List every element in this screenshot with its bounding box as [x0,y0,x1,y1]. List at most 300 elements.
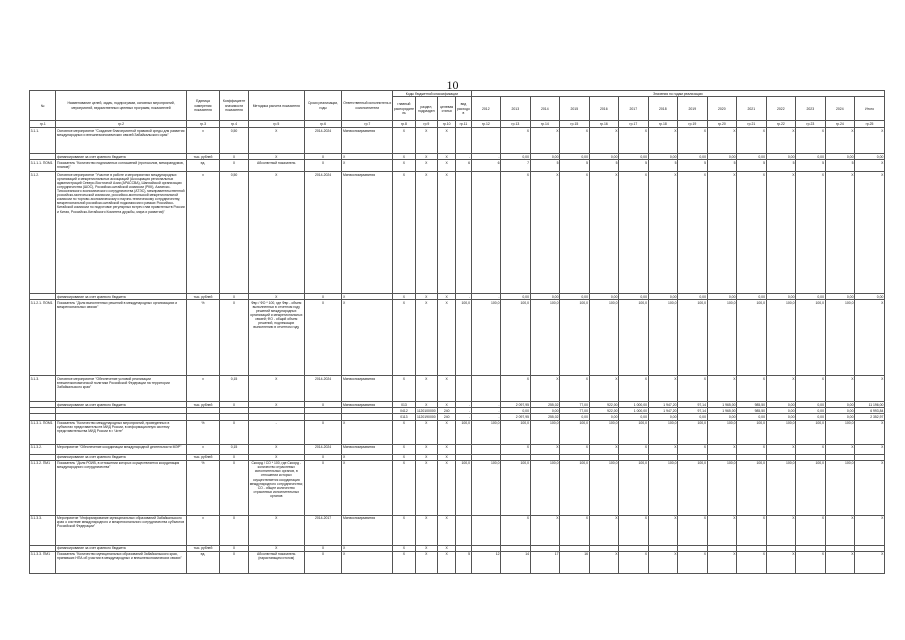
table-cell: тыс. рублей [186,402,220,408]
table-cell: 0,00 [530,154,560,160]
table-cell: - [456,154,471,160]
table-cell: 922,00 [589,402,619,408]
table-cell: 2 097,95 [501,402,531,408]
table-cell: 0,50 [220,172,248,294]
table-cell: Х [589,515,619,545]
table-cell: Х [248,172,304,294]
table-cell: 0412 [393,408,415,414]
table-cell: - [471,402,501,408]
table-cell: Х [415,420,437,444]
table-cell: Х [393,454,415,460]
table-row [30,172,885,294]
table-cell: Х [737,172,767,294]
table-cell: 77,00 [560,402,590,408]
table-cell: 100,0 [530,420,560,444]
table-cell: Х [501,172,531,294]
table-cell: Х [560,376,590,402]
column-number-row [30,121,885,128]
table-cell [456,444,471,454]
table-cell [471,172,501,294]
table-cell: 1120190000 [417,414,436,419]
row-name-cell: Основное мероприятие "Создание благоприятной правовой среды для развития международных и внешнеэкономических связей Забайкальского края" [56,128,186,154]
table-cell: Х [855,460,885,515]
header-year: 2018 [648,97,678,121]
row-number-cell: 3.1.3.3. ПМ1 [30,551,56,573]
header-year: 2019 [678,97,708,121]
header-name: Наименование целей, задач, подпрограмм, основных мероприятий, мероприятий, ведомственных целевых программ, показателей [56,91,186,121]
table-cell: 100,0 [707,420,737,444]
table-cell: Х [589,376,619,402]
table-cell: Х [393,294,415,300]
table-cell: Х [415,172,437,294]
table-cell: 0,00 [707,294,737,300]
row-name-cell: финансирование за счет краевого бюджета [56,545,186,551]
row-name-cell: Мероприятие "Обеспечение координации международной деятельности МЭР" [56,444,186,454]
table-cell: Х [393,376,415,402]
table-cell: 0,00 [825,294,855,300]
column-number: гр.24 [825,121,855,128]
table-cell: 255,02 [530,402,560,408]
table-cell: 100,0 [560,420,590,444]
table-cell: Х [438,460,456,515]
table-cell: 0,00 [501,294,531,300]
table-cell: Х [304,402,342,408]
column-number: гр.3 [186,121,220,128]
table-cell: Х [825,444,855,454]
table-cell: Х [438,160,456,172]
table-cell: 255,02 [530,414,560,420]
table-cell: 5 [825,160,855,172]
row-name-cell: Показатель "Количество подписанных соглашений (протоколов, меморандумов, планов)" [56,160,186,172]
table-cell: 5 [456,551,471,573]
table-cell: 0,00 [648,294,678,300]
table-cell: Абсолютный показатель [248,160,304,172]
header-term: Сроки реализации, годы [304,91,342,121]
table-cell: 77,00 [560,408,590,414]
table-cell: Х [589,444,619,454]
table-cell: 922,00 [589,408,619,414]
table-cell: Х [530,444,560,454]
table-cell: 100,0 [501,420,531,444]
table-cell: Х [438,545,456,551]
table-cell: 100,0 [678,420,708,444]
table-cell: 100,0 [589,300,619,376]
header-budget-col: вид расходов [456,97,471,121]
table-cell: Х [501,515,531,545]
table-cell: 0,00 [796,402,826,408]
table-cell: Х [438,154,456,160]
row-number-cell: 3.1.1. [30,128,56,154]
column-number: гр.16 [589,121,619,128]
row-name-cell: Показатель "Количество муниципальных образований Забайкальского края, принявших НПА об участии в международных и внешнеэкономических связях" [56,551,186,573]
table-cell: Х [393,444,415,454]
table-cell: Х [438,376,456,402]
table-cell: Х [707,376,737,402]
table-cell: Минэкономразвития [342,444,393,454]
table-cell: Х [560,128,590,154]
table-cell: Х [393,460,415,515]
table-cell: 0,00 [619,154,649,160]
table-cell: Х [707,172,737,294]
table-cell: Х [438,420,456,444]
table-cell: Х [501,444,531,454]
table-cell: 0,00 [737,414,767,420]
table-cell: Х [707,515,737,545]
table-cell: Х [438,300,456,376]
table-cell: 5 [648,160,678,172]
column-number: гр.13 [501,121,531,128]
table-cell: Х [304,454,342,460]
table-cell: Х [530,128,560,154]
table-cell: 0,00 [766,294,796,300]
table-cell: 0,15 [220,376,248,402]
table-cell: % [186,420,220,444]
table-cell [456,128,471,154]
table-row [30,376,885,402]
table-cell: Х [415,294,437,300]
table-cell: Х [825,376,855,402]
table-cell: Х [438,402,456,408]
table-cell: - [456,294,471,300]
table-cell: Х [415,300,437,376]
table-cell: 1 965,00 [707,408,737,414]
table-cell: 2014-2024 [304,376,342,402]
table-cell: х [186,128,220,154]
column-number: гр.17 [619,121,649,128]
table-cell: Х [342,160,393,172]
table-cell: Х [589,551,619,573]
table-cell: Х [678,128,708,154]
column-number: гр.12 [471,121,501,128]
table-cell: 100,0 [456,300,471,376]
table-cell: Х [415,444,437,454]
table-cell: 5 [707,160,737,172]
column-number: гр.18 [648,121,678,128]
table-cell: Х [648,128,678,154]
table-cell: Минэкономразвития [342,172,393,294]
table-row [30,515,885,545]
table-cell: 0,00 [560,294,590,300]
table-cell: 100,0 [501,460,531,515]
table-cell: 100,0 [825,300,855,376]
table-cell: Х [678,444,708,454]
table-cell: - [248,420,304,444]
table-cell: Х [304,545,342,551]
table-cell: 1120100000 [417,408,436,413]
table-cell: Х [248,402,304,408]
table-cell: 100,0 [737,460,767,515]
table-cell: Х [501,128,531,154]
row-name-cell: Основное мероприятие "Обеспечение условий реализации внешнеэкономической политики Российской Федерации на территории Забайкальского края" [56,376,186,402]
column-number: гр.5 [248,121,304,128]
table-cell: 0,00 [589,154,619,160]
table-cell: 100,0 [825,460,855,515]
table-row [30,460,885,515]
table-cell: Х [220,551,248,573]
table-cell: 0,00 [737,294,767,300]
header-values-group: Значения по годам реализации [471,91,884,97]
table-cell: Х [855,128,885,154]
table-cell: Х [342,300,393,376]
table-row [30,444,885,454]
table-cell: 0,00 [737,154,767,160]
table-cell: 240 [438,408,456,414]
table-cell: 0,00 [796,294,826,300]
table-cell: 0,00 [619,414,649,420]
table-cell: 0,00 [766,402,796,408]
table-row [30,300,885,376]
table-cell: Х [342,154,393,160]
table-cell: Минэкономразвития [342,376,393,402]
table-cell: Х [678,551,708,573]
table-cell: Х [220,402,248,408]
table-cell: 0,00 [678,414,708,420]
table-cell: - [456,402,471,408]
table-cell: 100,0 [737,300,767,376]
table-cell: Х [619,376,649,402]
table-cell: Х [619,128,649,154]
table-cell: Х [737,128,767,154]
table-cell: 97,14 [678,408,708,414]
table-cell: 5 [619,160,649,172]
table-cell: Х [530,172,560,294]
row-number-cell: 3.1.3.1. ПОМ1 [30,420,56,444]
table-cell: 100,0 [766,420,796,444]
table-cell: Х [855,376,885,402]
table-cell: 100,0 [796,420,826,444]
table-cell: Х [220,454,248,460]
table-cell: Х [707,128,737,154]
table-cell: Х [737,376,767,402]
table-cell: 100,0 [619,300,649,376]
table-cell: Х [855,300,885,376]
row-number-cell: 3.1.2. [30,172,56,294]
table-cell: Х [415,376,437,402]
table-cell: Х [220,460,248,515]
table-cell: 013 [393,402,415,408]
table-cell: 5 [796,160,826,172]
table-cell: Х [796,515,826,545]
table-cell: 100,0 [530,460,560,515]
table-cell: Х [796,376,826,402]
table-cell: Х [438,444,456,454]
table-cell: Х [220,160,248,172]
table-cell: 0,00 [678,294,708,300]
table-cell: Х [248,128,304,154]
header-year: 2023 [796,97,826,121]
table-cell [471,515,501,545]
header-method: Методика расчета показателя [248,91,304,121]
table-cell: 5 [766,160,796,172]
table-cell: 985,50 [737,402,767,408]
table-cell: Х [737,444,767,454]
table-cell: Х [438,454,456,460]
table-cell: Х [393,300,415,376]
table-cell: Скоорд / СО * 100, где Скоорд - количество отраслевых исполнительных органов, в отношении которых осуществляется координация международного сотрудничества; СО - общее количество отраслевых исполнительных органов [248,460,304,515]
table-cell: Х [855,172,885,294]
table-cell: 16 [560,551,590,573]
table-cell: Х [825,551,855,573]
table-cell: Х [766,444,796,454]
table-cell: Х [415,460,437,515]
table-cell: Х [304,551,342,573]
table-cell [456,376,471,402]
table-cell: 17 [530,551,560,573]
table-cell: 100,0 [707,300,737,376]
table-cell: 100,0 [589,420,619,444]
table-cell: 7 [501,160,531,172]
table-cell: Х [855,160,885,172]
table-cell: Х [248,294,304,300]
table-cell: Х [415,154,437,160]
column-number: гр.7 [342,121,393,128]
table-cell: 0,00 [648,414,678,420]
row-name-cell: Показатель "Доля выполненных решений в международных организациях и межрегиональных связях" [56,300,186,376]
table-cell: тыс. рублей [186,294,220,300]
table-cell: х [186,515,220,545]
table-cell: Х [796,551,826,573]
table-cell: 100,0 [619,420,649,444]
table-cell: Х [304,300,342,376]
column-number: гр.6 [304,121,342,128]
row-name-cell: финансирование за счет краевого бюджета [56,402,186,408]
table-cell: Х [530,376,560,402]
row-number-cell: 3.1.1.1. ПОМ1 [30,160,56,172]
table-cell: Х [796,444,826,454]
table-cell: Х [855,420,885,444]
table-cell: 0,00 [825,408,855,414]
table-cell: Х [855,444,885,454]
table-cell: Х [438,128,456,154]
table-cell: 240 [438,414,456,420]
row-number-cell: 3.1.3. [30,376,56,402]
table-cell: Х [438,294,456,300]
table-cell: Х [304,160,342,172]
table-cell: 100,0 [796,300,826,376]
column-number: гр.4 [220,121,248,128]
header-year: Итого [855,97,885,121]
table-cell: Х [393,154,415,160]
table-cell: 0,00 [855,294,885,300]
table-cell: Х [560,172,590,294]
table-cell: Х [393,515,415,545]
table-cell: 0,00 [589,294,619,300]
table-cell: 100,0 [560,300,590,376]
table-cell: Х [589,172,619,294]
table-cell: Х [619,551,649,573]
table-cell: Х [415,402,437,408]
header-year: 2021 [737,97,767,121]
row-name-cell: Показатель "Доля РОИВ, в отношении которых осуществляется координация международного сотрудничества" [56,460,186,515]
table-cell: х [186,172,220,294]
table-cell: 100,0 [648,460,678,515]
table-cell: 2014-2017 [304,515,342,545]
table-cell: 5 [589,160,619,172]
table-cell: Х [825,128,855,154]
table-cell [471,128,501,154]
table-cell: 0,00 [855,154,885,160]
table-body [30,128,885,574]
table-cell: Х [678,515,708,545]
table-cell: 0,00 [796,414,826,420]
table-cell: 0,00 [707,414,737,420]
table-cell: тыс. рублей [186,154,220,160]
table-cell: 0,00 [619,294,649,300]
table-cell: Х [766,376,796,402]
table-cell: 0,00 [825,402,855,408]
table-cell: Х [415,454,437,460]
table-cell: Х [220,300,248,376]
column-number: гр.21 [737,121,767,128]
table-cell: 0,00 [766,414,796,420]
table-cell: 0,00 [501,154,531,160]
table-cell: Х [393,160,415,172]
column-number: гр.23 [796,121,826,128]
column-number: гр.9 [415,121,437,128]
table-cell [471,444,501,454]
table-cell: ед. [186,160,220,172]
table-cell [471,376,501,402]
column-number: гр.2 [56,121,186,128]
table-cell: Абсолютный показатель (нарастающим итогом) [248,551,304,573]
table-cell: Х [220,154,248,160]
table-cell: 0,00 [530,408,560,414]
table-cell: Х [766,515,796,545]
table-cell: Х [855,551,885,573]
table-cell: Х [589,128,619,154]
table-cell: Х [766,172,796,294]
table-cell: Х [648,551,678,573]
table-cell: Х [560,515,590,545]
table-cell: Х [438,551,456,573]
table-cell [456,515,471,545]
table-cell: Х [220,515,248,545]
table-cell: Х [766,551,796,573]
table-cell: Минэкономразвития [342,128,393,154]
table-cell: 100,0 [456,420,471,444]
table-cell: Х [825,515,855,545]
column-number: гр.14 [530,121,560,128]
row-name-cell: финансирование за счет краевого бюджета [56,154,186,160]
table-cell: тыс. рублей [186,545,220,551]
table-row [30,420,885,444]
table-cell: 1 000,00 [619,402,649,408]
table-cell: 0,00 [648,154,678,160]
table-row [30,160,885,172]
table-cell: 2 097,95 [501,414,531,420]
header-year: 2022 [766,97,796,121]
table-row [30,551,885,573]
table-cell: Х [678,376,708,402]
table-cell: 100,0 [678,300,708,376]
table-cell: Х [248,154,304,160]
table-cell: - [471,294,501,300]
table-cell: Минэкономразвития [342,402,393,408]
table-cell: Х [342,551,393,573]
table-cell: Х [766,128,796,154]
table-cell: 2014-2024 [304,172,342,294]
table-cell: Х [855,515,885,545]
table-cell: Х [796,128,826,154]
table-cell: Фвр / ФО * 100, где Фвр - объем выполненных в отчетном году решений международных организаций и межрегиональных связей; ФО - общий объем решений, подлежащих выполнению в отчетном году [248,300,304,376]
table-cell: Х [248,376,304,402]
table-cell: Х [342,460,393,515]
table-cell [456,172,471,294]
header-weight: Коэффициент значимости показателя [220,91,248,121]
table-cell: 100,0 [619,460,649,515]
table-header [30,91,885,128]
table-cell: Х [393,420,415,444]
